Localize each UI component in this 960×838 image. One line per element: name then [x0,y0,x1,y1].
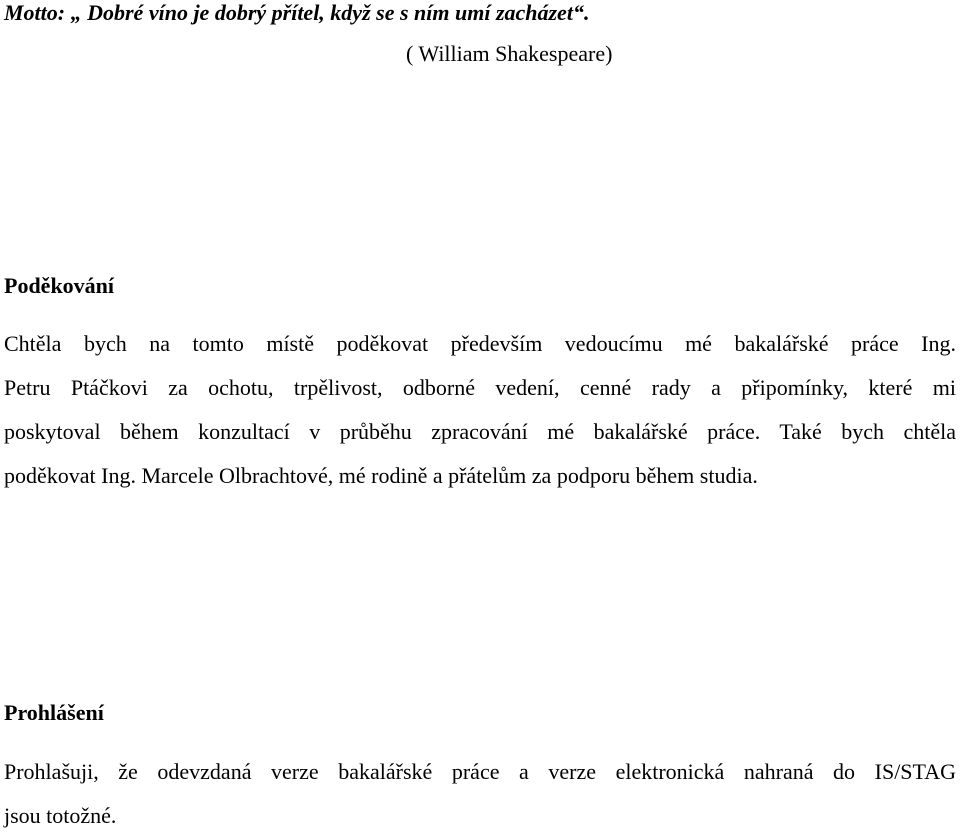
acknowledgement-line: poskytoval během konzultací v průběhu zpracování mé bakalářské práce. Také bych chtěla [4,419,956,444]
declaration-line: jsou totožné. [4,803,117,828]
acknowledgement-heading: Poděkování [4,273,115,298]
declaration-paragraph [4,750,956,838]
acknowledgement-paragraph [4,322,956,498]
acknowledgement-line: poděkovat Ing. Marcele Olbrachtové, mé rodině a přátelům za podporu během studia. [4,463,758,488]
motto-author: ( William Shakespeare) [406,41,613,66]
acknowledgement-line: Chtěla bych na tomto místě poděkovat především vedoucímu mé bakalářské práce Ing. [4,331,956,356]
declaration-line: Prohlašuji, že odevzdaná verze bakalářské práce a verze elektronická nahraná do IS/STAG [4,759,956,784]
acknowledgement-line: Petru Ptáčkovi za ochotu, trpělivost, odborné vedení, cenné rady a připomínky, které mi [4,375,956,400]
motto-quote: Motto: „ Dobré víno je dobrý přítel, když se s ním umí zacházet“. [4,0,590,25]
declaration-heading: Prohlášení [4,700,104,725]
